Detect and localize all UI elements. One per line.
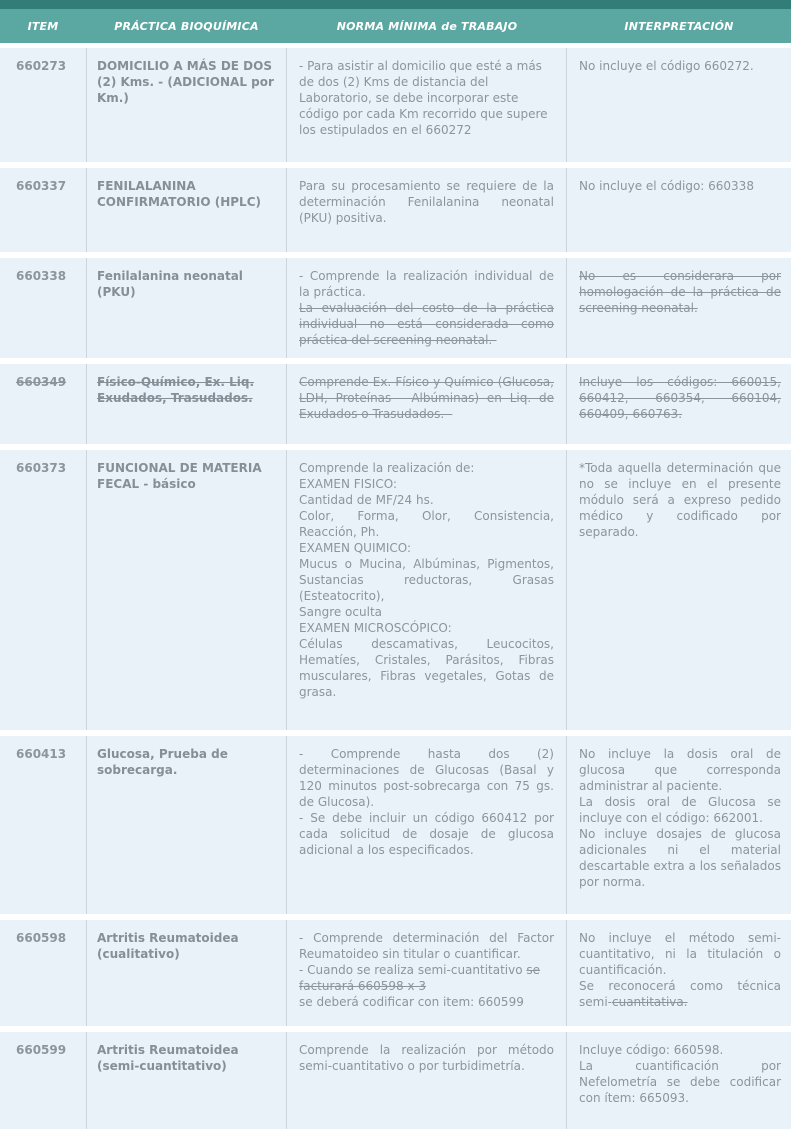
header-interpretacion: INTERPRETACIÓN	[624, 19, 734, 33]
cell-paragraph	[97, 1042, 274, 1074]
practica-cell	[86, 736, 287, 914]
table-row	[0, 168, 791, 252]
cell-paragraph	[97, 374, 274, 406]
text-run: Comprende la realización por método semi-cuantitativo o por turbidimetría.	[299, 1043, 554, 1073]
norma-cell	[287, 920, 567, 1026]
cell-paragraph	[579, 930, 781, 978]
cell-paragraph	[579, 826, 781, 890]
cell-paragraph	[579, 746, 781, 794]
text-run: *Toda aquella determinación que no se incluye en el presente módulo será a expreso pedido médico y codificado por separado.	[579, 461, 781, 539]
norma-cell	[287, 736, 567, 914]
text-run: Glucosa, Prueba de sobrecarga.	[97, 747, 228, 777]
practica-cell	[86, 920, 287, 1026]
text-run: 660413	[16, 747, 67, 761]
cell-paragraph	[299, 1042, 554, 1074]
text-run: No incluye dosajes de glucosa adicionales ni el material descartable extra a los señalados por norma.	[579, 827, 781, 889]
cell-paragraph	[16, 460, 80, 476]
text-run: No incluye el código 660272.	[579, 59, 754, 73]
cell-paragraph	[299, 178, 554, 226]
text-run: EXAMEN QUIMICO:	[299, 541, 412, 555]
text-run: - Comprende la realización individual de la práctica.	[299, 269, 554, 299]
cell-paragraph	[16, 374, 80, 390]
practica-cell	[86, 364, 287, 444]
text-run: Artritis Reumatoidea (cualitativo)	[97, 931, 239, 961]
text-run: DOMICILIO A MÁS DE DOS (2) Kms. - (ADICIONAL por Km.)	[97, 59, 274, 105]
header-practica-bioquimica: PRÁCTICA BIOQUÍMICA	[114, 19, 259, 33]
norma-cell	[287, 450, 567, 730]
text-run: La dosis oral de Glucosa se incluye con el código: 662001.	[579, 795, 781, 825]
table-row	[0, 48, 791, 162]
item-cell	[0, 736, 86, 914]
text-run: 660273	[16, 59, 67, 73]
text-run: No incluye el método semi-cuantitativo, ni la titulación o cuantificación.	[579, 931, 781, 977]
cell-paragraph	[579, 460, 781, 540]
cell-paragraph	[579, 268, 781, 316]
struck-text: Comprende Ex. Físico y Químico (Glucosa, LDH, Proteínas - Albúminas) en Liq. de Exudados o Trasudados. -	[299, 375, 554, 421]
norma-cell	[287, 48, 567, 162]
cell-paragraph	[579, 374, 781, 422]
text-run: Se reconocerá como técnica semi-	[579, 979, 781, 1009]
text-run: 660338	[16, 269, 67, 283]
cell-paragraph	[97, 268, 274, 300]
cell-paragraph	[299, 300, 554, 348]
text-run: No incluye el código: 660338	[579, 179, 754, 193]
header-item: ITEM	[27, 19, 59, 33]
struck-text: No es considerara por homologación de la práctica de screening neonatal.	[579, 269, 781, 315]
table-row	[0, 364, 791, 444]
cell-paragraph	[97, 460, 274, 492]
interpretacion-cell	[567, 364, 791, 444]
cell-paragraph	[299, 492, 554, 508]
norma-cell	[287, 168, 567, 252]
header-norma-minima: NORMA MÍNIMA de TRABAJO	[336, 19, 518, 33]
table-row	[0, 736, 791, 914]
text-run: Mucus o Mucina, Albúminas, Pigmentos, Sustancias reductoras, Grasas (Esteatocrito),	[299, 557, 554, 603]
text-run: Fenilalanina neonatal (PKU)	[97, 269, 243, 299]
cell-paragraph	[299, 978, 554, 994]
interpretacion-cell	[567, 168, 791, 252]
text-run: - Para asistir al domicilio que esté a más de dos (2) Kms de distancia del Laboratorio, se debe incorporar este código por cada Km recorrido que supere los estipulados en el 660272	[299, 59, 548, 137]
item-cell	[0, 168, 86, 252]
cell-paragraph	[299, 994, 554, 1010]
cell-paragraph	[299, 540, 554, 556]
cell-paragraph	[299, 508, 554, 540]
cell-paragraph	[299, 460, 554, 476]
cell-paragraph	[579, 178, 781, 194]
cell-paragraph	[299, 268, 554, 300]
item-cell	[0, 258, 86, 358]
cell-paragraph	[579, 58, 781, 74]
text-run: - Comprende determinación del Factor Reumatoideo sin titular o cuantificar.	[299, 931, 554, 961]
practica-cell	[86, 1032, 287, 1129]
cell-paragraph	[299, 604, 554, 620]
cell-paragraph	[97, 930, 274, 962]
text-run: 660598	[16, 931, 67, 945]
cell-paragraph	[16, 746, 80, 762]
cell-paragraph	[579, 1042, 781, 1058]
text-run: EXAMEN FISICO:	[299, 477, 397, 491]
text-run: Incluye código: 660598.	[579, 1043, 724, 1057]
struck-text: 660349	[16, 375, 67, 389]
cell-paragraph	[299, 58, 554, 138]
text-run: La cuantificación por Nefelometría se debe codificar con ítem: 665093.	[579, 1059, 781, 1105]
practica-cell	[86, 48, 287, 162]
text-run: FUNCIONAL DE MATERIA FECAL - básico	[97, 461, 262, 491]
text-run: Sangre oculta	[299, 605, 382, 619]
table-row	[0, 450, 791, 730]
item-cell	[0, 920, 86, 1026]
item-cell	[0, 48, 86, 162]
cell-paragraph	[579, 794, 781, 826]
text-run: 660599	[16, 1043, 67, 1057]
item-cell	[0, 450, 86, 730]
cell-paragraph	[299, 930, 554, 962]
practica-cell	[86, 168, 287, 252]
table-body	[0, 48, 791, 1129]
table-row	[0, 258, 791, 358]
struck-text: Físico-Químico, Ex. Liq. Exudados, Trasudados.	[97, 375, 255, 405]
text-run: Comprende la realización de:	[299, 461, 475, 475]
cell-paragraph	[299, 746, 554, 810]
text-run: Color, Forma, Olor, Consistencia, Reacción, Ph.	[299, 509, 554, 539]
interpretacion-cell	[567, 258, 791, 358]
text-run: - Comprende hasta dos (2) determinaciones de Glucosas (Basal y 120 minutos post-sobrecarga con 75 gs. de Glucosa).	[299, 747, 554, 809]
text-run: Células descamativas, Leucocitos, Hematíes, Cristales, Parásitos, Fibras musculares, Fibras vegetales, Gotas de grasa.	[299, 637, 554, 699]
text-run: 660337	[16, 179, 67, 193]
cell-paragraph	[299, 962, 554, 978]
text-run: Artritis Reumatoidea (semi-cuantitativo)	[97, 1043, 239, 1073]
interpretacion-cell	[567, 736, 791, 914]
cell-paragraph	[299, 374, 554, 422]
struck-text: se	[526, 963, 541, 977]
norma-cell	[287, 258, 567, 358]
cell-paragraph	[299, 636, 554, 700]
cell-paragraph	[16, 930, 80, 946]
struck-text: facturará 660598 x 3	[299, 979, 427, 993]
struck-text: cuantitativa.	[612, 995, 688, 1009]
item-cell	[0, 1032, 86, 1129]
cell-paragraph	[579, 978, 781, 1010]
cell-paragraph	[299, 810, 554, 858]
cell-paragraph	[97, 178, 274, 210]
cell-paragraph	[97, 746, 274, 778]
text-run: Cantidad de MF/24 hs.	[299, 493, 434, 507]
cell-paragraph	[16, 1042, 80, 1058]
interpretacion-cell	[567, 48, 791, 162]
cell-paragraph	[299, 556, 554, 604]
table-header	[0, 0, 791, 43]
interpretacion-cell	[567, 920, 791, 1026]
cell-paragraph	[299, 620, 554, 636]
practica-cell	[86, 258, 287, 358]
text-run: No incluye la dosis oral de glucosa que corresponda administrar al paciente.	[579, 747, 781, 793]
table-row	[0, 1032, 791, 1129]
text-run: FENILALANINA CONFIRMATORIO (HPLC)	[97, 179, 261, 209]
interpretacion-cell	[567, 1032, 791, 1129]
text-run: Para su procesamiento se requiere de la determinación Fenilalanina neonatal (PKU) positiva.	[299, 179, 554, 225]
norma-cell	[287, 364, 567, 444]
text-run: se deberá codificar con item: 660599	[299, 995, 524, 1009]
item-cell	[0, 364, 86, 444]
cell-paragraph	[16, 268, 80, 284]
cell-paragraph	[16, 178, 80, 194]
struck-text: Incluye los códigos: 660015, 660412, 660354, 660104, 660409, 660763.	[579, 375, 781, 421]
text-run: - Cuando se realiza semi-cuantitativo	[299, 963, 527, 977]
practica-cell	[86, 450, 287, 730]
text-run: EXAMEN MICROSCÓPICO:	[299, 621, 452, 635]
text-run: 660373	[16, 461, 67, 475]
struck-text: La evaluación del costo de la práctica individual no está considerada como práctica del screening neonatal.-	[299, 301, 554, 347]
cell-paragraph	[97, 58, 274, 106]
table-row	[0, 920, 791, 1026]
cell-paragraph	[299, 476, 554, 492]
cell-paragraph	[16, 58, 80, 74]
norma-cell	[287, 1032, 567, 1129]
interpretacion-cell	[567, 450, 791, 730]
cell-paragraph	[579, 1058, 781, 1106]
text-run: - Se debe incluir un código 660412 por cada solicitud de dosaje de glucosa adicional a los especificados.	[299, 811, 554, 857]
